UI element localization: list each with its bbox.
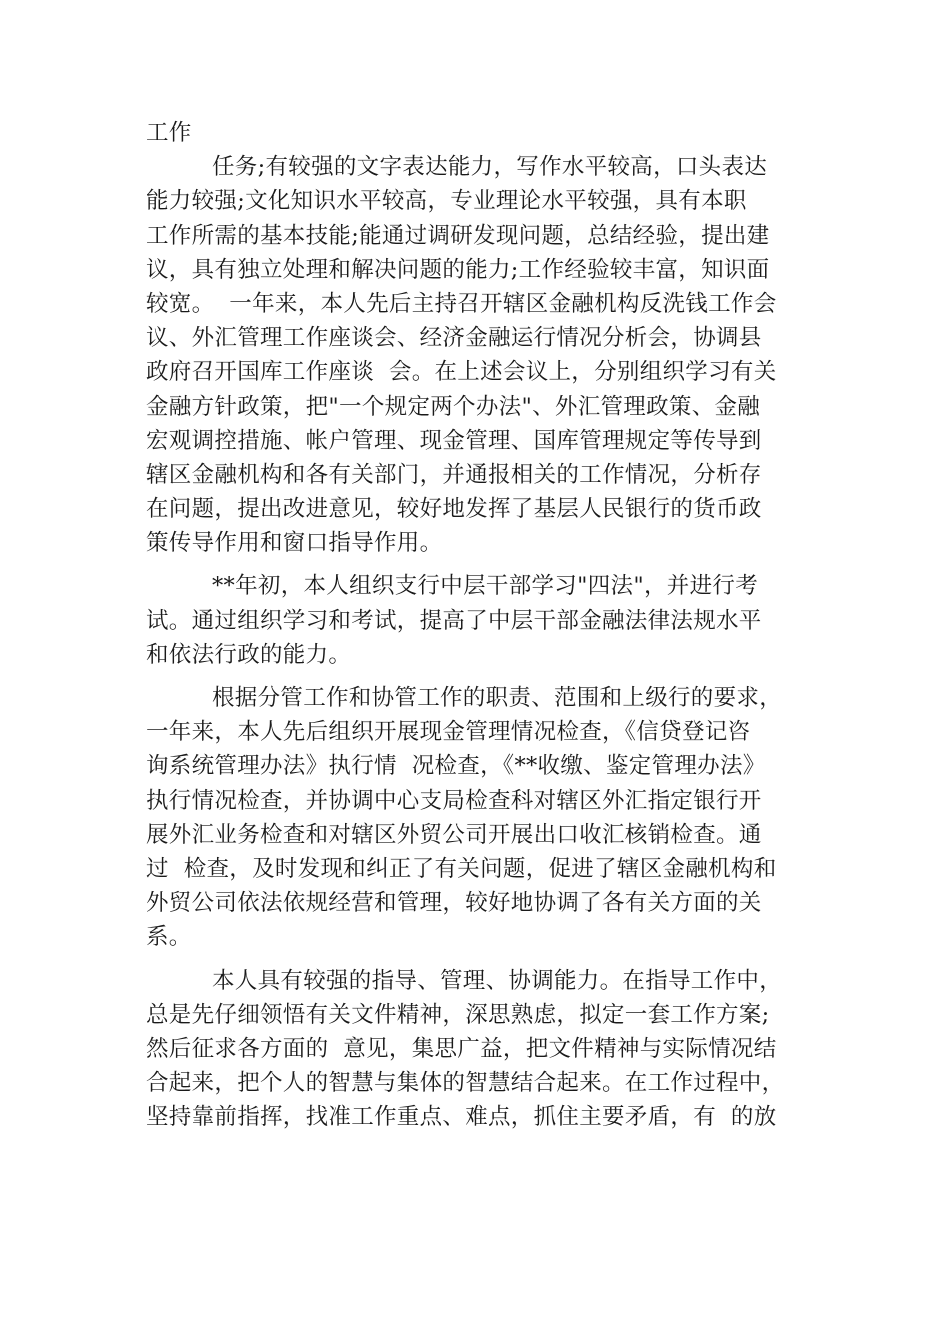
paragraph-first-line: 根据分管工作和协管工作的职责、范围和上级行的要求， [212, 685, 783, 711]
text-line: 执行情况检查，并协调中心支局检查科对辖区外汇指定银行开 [146, 787, 762, 814]
text-line: 工作所需的基本技能;能通过调研发现问题，总结经验，提出建 [146, 222, 770, 249]
text-line: 议，具有独立处理和解决问题的能力;工作经验较丰富，知识面 [146, 256, 770, 283]
text-line: 能力较强;文化知识水平较高，专业理论水平较强，具有本职 [146, 188, 747, 215]
text-line: 合起来，把个人的智慧与集体的智慧结合起来。在工作过程中， [146, 1070, 785, 1097]
text-line: 金融方针政策，把"一个规定两个办法"、外汇管理政策、金融 [146, 393, 761, 420]
text-line: 然后征求各方面的 意见，集思广益，把文件精神与实际情况结 [146, 1035, 777, 1062]
text-line: 过 检查，及时发现和纠正了有关问题，促进了辖区金融机构和 [146, 855, 777, 882]
text-line: 外贸公司依法依规经营和管理，较好地协调了各有关方面的关 [146, 890, 762, 917]
text-line: 辖区金融机构和各有关部门，并通报相关的工作情况，分析存 [146, 461, 762, 488]
text-line: 一年来，本人先后组织开展现金管理情况检查，《信贷登记咨 [146, 719, 751, 746]
text-line: 总是先仔细领悟有关文件精神，深思熟虑，拟定一套工作方案; [146, 1001, 770, 1028]
text-line: 系。 [146, 924, 192, 951]
paragraph-first-line: 任务;有较强的文字表达能力，写作水平较高，口头表达 [212, 154, 768, 181]
text-line: 询系统管理办法》执行情 况检查，《**收缴、鉴定管理办法》 [146, 753, 766, 780]
text-line: 宏观调控措施、帐户管理、现金管理、国库管理规定等传导到 [146, 427, 762, 454]
text-line: 试。通过组织学习和考试，提高了中层干部金融法律法规水平 [146, 607, 762, 634]
text-line: 坚持靠前指挥，找准工作重点、难点，抓住主要矛盾，有 的放 [146, 1104, 777, 1131]
text-line: 展外汇业务检查和对辖区外贸公司开展出口收汇核销检查。通 [146, 821, 762, 848]
paragraph-first-line: **年初，本人组织支行中层干部学习"四法"，并进行考 [212, 573, 758, 600]
text-line: 较宽。 一年来，本人先后主持召开辖区金融机构反洗钱工作会 [146, 290, 777, 317]
text-line: 政府召开国库工作座谈 会。在上述会议上，分别组织学习有关 [146, 359, 777, 386]
text-line: 策传导作用和窗口指导作用。 [146, 530, 443, 557]
text-line: 工作 [146, 120, 192, 146]
text-line: 在问题，提出改进意见，较好地发挥了基层人民银行的货币政 [146, 496, 762, 523]
paragraph-first-line: 本人具有较强的指导、管理、协调能力。在指导工作中， [212, 967, 783, 994]
text-line: 和依法行政的能力。 [146, 641, 352, 668]
text-line: 议、外汇管理工作座谈会、经济金融运行情况分析会，协调县 [146, 325, 762, 352]
document-body [146, 116, 811, 1134]
